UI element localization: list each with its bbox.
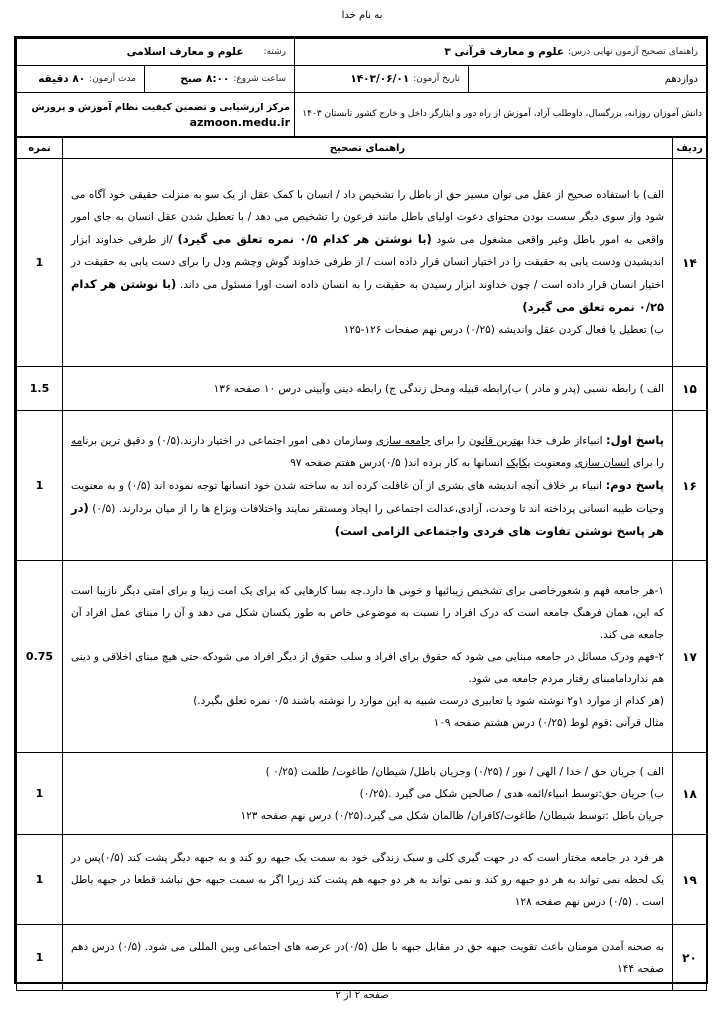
col-row-header: ردیف [673, 138, 707, 159]
row-number: ۱۷ [673, 561, 707, 753]
row-number: ۱۵ [673, 367, 707, 411]
answer-sheet-frame [14, 36, 708, 984]
answer-row-15 [17, 367, 707, 411]
page-number: صفحه ۲ از ۲ [335, 990, 389, 1001]
field-cell: رشته: علوم و معارف اسلامی [17, 39, 295, 66]
score-value: 1 [17, 159, 63, 367]
row-number: ۲۰ [673, 925, 707, 991]
start-cell: ساعت شروع: ۸:۰۰ صبح [145, 66, 295, 93]
score-value: 1 [17, 925, 63, 991]
answer-row-14 [17, 159, 707, 367]
answer-text: الف) با استفاده صحیح از عقل می توان مسیر حق از باطل را تشخیص داد / انسان با کمک عقل از یک سو به منزلت حقیقی خود آگاه می شود واز سوی دیگر سست بودن محتوای دعوت اولیای باطل مانند فرعون را تشخیص می دهد / با تعطیل شدن عقل انسان به جای امور واقعی به امور باطل وغیر واقعی مشغول می شود (با نوشتن هر کدام ۰/۵ نمره تعلق می گیرد) /از طرفی خداوند ابزار اندیشیدن ودست یابی به حقیقت را در اختیار انسان قرار داده است / از طرفی خداوند گوش وچشم ودل را برای دست یابی به حقیقت در اختیار انسان قرار داده است / چون خداوند ابزار رسیدن به حقیقت را به انسان داده است اورا مسئول می داند. (با نوشتن هر کدام ۰/۲۵ نمره تعلق می گیرد) ب) تعطیل یا فعال کردن عقل واندیشه (۰/۲۵) درس نهم صفحات ۱۲۶-۱۲۵ [63, 159, 673, 367]
answer-row-16 [17, 411, 707, 561]
score-value: 1.5 [17, 367, 63, 411]
course-cell: راهنمای تصحیح آزمون نهایی درس: علوم و معارف قرآنی ۳ [295, 39, 707, 66]
website-link[interactable]: azmoon.medu.ir [189, 115, 290, 129]
center-cell [17, 93, 295, 137]
duration: ۸۰ دقیقه [38, 73, 86, 85]
score-value: 1 [17, 753, 63, 835]
answer-text: پاسخ اول: انبیاءاز طرف خدا بهترین قانون را برای جامعه سازی وسازمان دهی امور اجتماعی در اختیار دارند.(۰/۵) و دقیق ترین برنامه را برای انسان سازی ومعنویت یکایک انسانها به کار برده اند( ۰/۵)درس هفتم صفحه ۹۷ پاسخ دوم: انبیاء بر خلاف آنچه اندیشه های بشری از آن غافلت کرده اند به ساخته شدن خود انسانها توجه نموده اند (۰/۵) و به معنویت وحیات طیبه انسانی پرداخته اند تا وحدت، آزادی،عدالت اجتماعی را ایجاد ومستقر نمایند واختلافات ونزاع ها را از میان بردارند. (۰/۵) (در هر پاسخ نوشتن تفاوت های فردی واجتماعی الزامی است) [63, 411, 673, 561]
row-number: ۱۴ [673, 159, 707, 367]
audience-cell [295, 93, 707, 137]
answer-row-20 [17, 925, 707, 991]
answer-text: هر فرد در جامعه مختار است که در جهت گیری کلی و سبک زندگی خود به سمت یک جبهه رو کند و به جبهه دیگر پشت کند (۰/۵)پس در یک لحظه نمی تواند به هر دو جبهه رو کند و نمی تواند به هر دو جبهه هم پشت کند زیرا اگر به سمت جبهه حق نباشد قطعا در جبهه باطل است . (۰/۵) درس نهم صفحه ۱۲۸ [63, 835, 673, 925]
audience-text: دانش آموزان روزانه، بزرگسال، داوطلب آزاد، آموزش از راه دور و ایثارگر داخل و خارج کشور تابستان ۱۴۰۳ [302, 109, 702, 119]
grade-cell [469, 66, 707, 93]
row-number: ۱۸ [673, 753, 707, 835]
answer-text: ۱-هر جامعه فهم و شعورخاصی برای تشخیص زیبائیها و خوبی ها دارد.چه بسا کارهایی که برای یک امت زیبا و برای امتی دیگر نازیبا است که این، همان فرهنگ جامعه است که درک افراد را نسبت به موضوعی خاص به طور یکسان شکل می دهد و آن را مبنای عمل افراد آن جامعه می کند. ۲-فهم ودرک مسائل در جامعه مبنایی می شود که حقوق برای افراد و سلب حقوق از دیگر افراد می شودکه حتی هیچ مبنای اخلاقی و دینی هم نداردامامبنای رفتار مردم جامعه می شود. (هر کدام از موارد ۱و۲ نوشته شود یا تعابیری درست شبیه به این موارد را نوشته باشند ۰/۵ نمره تعلق بگیرد.) مثال قرآنی :قوم لوط (۰/۲۵) درس هشتم صفحه ۱۰۹ [63, 561, 673, 753]
col-guide-header: راهنمای تصحیح [63, 138, 673, 159]
center-name: مرکز ارزشیابی و تضمین کیفیت نظام آموزش و پرورش [31, 101, 290, 113]
answer-text: به صحنه آمدن مومنان باعث تقویت جبهه حق در مقابل جبهه با طل (۰/۵)در عرصه های اجتماعی وبین المللی می شود. (۰/۵) درس دهم صفحه ۱۴۴ [63, 925, 673, 991]
field-name: علوم و معارف اسلامی [126, 46, 244, 58]
score-value: 1 [17, 835, 63, 925]
page-top-title: به نام خدا [341, 10, 383, 21]
row-number: ۱۶ [673, 411, 707, 561]
answer-text: الف ) رابطه نسبی (پدر و مادر ) ب)رابطه قبیله ومحل زندگی ج) رابطه دینی وآیینی درس ۱۰ صفحه ۱۳۶ [63, 367, 673, 411]
answers-table [16, 137, 707, 991]
col-score-header: نمره [17, 138, 63, 159]
duration-cell: مدت آزمون: ۸۰ دقیقه [17, 66, 145, 93]
score-value: 0.75 [17, 561, 63, 753]
start-time: ۸:۰۰ صبح [180, 73, 230, 85]
row-number: ۱۹ [673, 835, 707, 925]
course-name: علوم و معارف قرآنی ۳ [444, 46, 564, 58]
grade: دوازدهم [664, 73, 698, 85]
answer-row-18 [17, 753, 707, 835]
answer-text: الف ) جریان حق / خدا / الهی / نور / (۰/۲۵) وجریان باطل/ شیطان/ طاغوت/ ظلمت (۰/۲۵ ) ب) جریان حق:توسط انبیاء/ائمه هدی / صالحین شکل می گیرد .(۰/۲۵) جریان باطل :توسط شیطان/ طاغوت/کافران/ ظالمان شکل می گیرد.(۰/۲۵) درس نهم صفحه ۱۲۳ [63, 753, 673, 835]
exam-date: ۱۴۰۳/۰۶/۰۱ [350, 73, 410, 85]
date-cell: تاریخ آزمون: ۱۴۰۳/۰۶/۰۱ [295, 66, 469, 93]
answer-row-17 [17, 561, 707, 753]
score-value: 1 [17, 411, 63, 561]
exam-header [16, 38, 707, 137]
answer-row-19 [17, 835, 707, 925]
